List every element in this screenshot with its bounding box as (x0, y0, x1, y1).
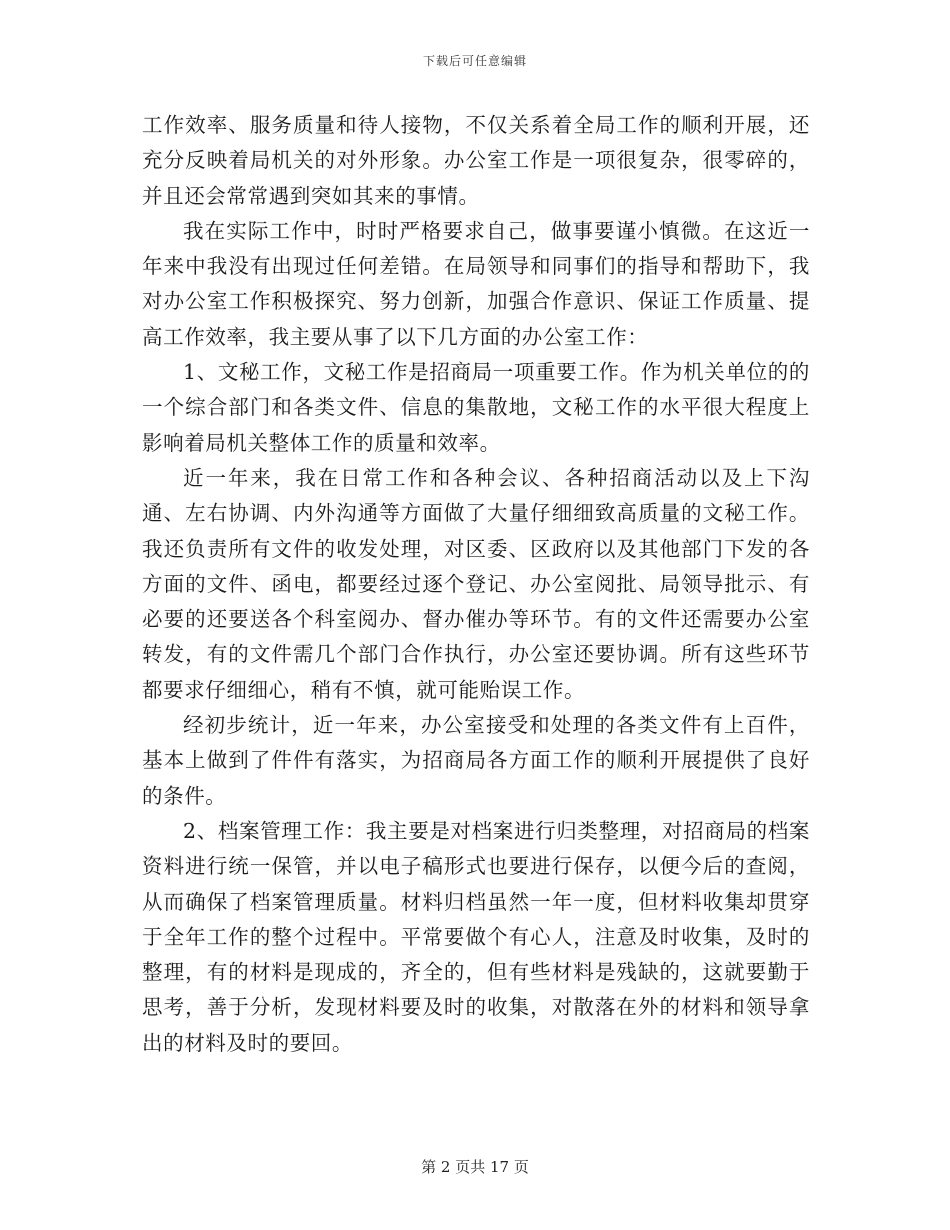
paragraph-4: 近一年来，我在日常工作和各种会议、各种招商活动以及上下沟通、左右协调、内外沟通等方面做了大量仔细细致高质量的文秘工作。我还负责所有文件的收发处理，对区委、区政府以及其他部门下发的各方面的文件、函电，都要经过逐个登记、办公室阅批、局领导批示、有必要的还要送各个科室阅办、督办催办等环节。有的文件还需要办公室转发，有的文件需几个部门合作执行，办公室还要协调。所有这些环节都要求仔细细心，稍有不慎，就可能贻误工作。 (142, 465, 810, 702)
page-number: 第 2 页共 17 页 (421, 1158, 529, 1176)
document-body (142, 108, 810, 1061)
page-header: 下载后可任意编辑 (422, 54, 527, 68)
paragraph-3: 1、文秘工作，文秘工作是招商局一项重要工作。作为机关单位的的一个综合部门和各类文件、信息的集散地，文秘工作的水平很大程度上影响着局机关整体工作的质量和效率。 (142, 360, 810, 455)
paragraph-2: 我在实际工作中，时时严格要求自己，做事要谨小慎微。在这近一年来中我没有出现过任何差错。在局领导和同事们的指导和帮助下，我对办公室工作积极探究、努力创新，加强合作意识、保证工作质量、提高工作效率，我主要从事了以下几方面的办公室工作： (142, 218, 810, 349)
paragraph-6: 2、档案管理工作：我主要是对档案进行归类整理，对招商局的档案资料进行统一保管，并以电子稿形式也要进行保存，以便今后的查阅，从而确保了档案管理质量。材料归档虽然一年一度，但材料收集却贯穿于全年工作的整个过程中。平常要做个有心人，注意及时收集，及时的整理，有的材料是现成的，齐全的，但有些材料是残缺的，这就要勤于思考，善于分析，发现材料要及时的收集，对散落在外的材料和领导拿出的材料及时的要回。 (142, 818, 810, 1055)
paragraph-5: 经初步统计，近一年来，办公室接受和处理的各类文件有上百件，基本上做到了件件有落实，为招商局各方面工作的顺利开展提供了良好的条件。 (142, 713, 810, 808)
paragraph-1: 工作效率、服务质量和待人接物，不仅关系着全局工作的顺利开展，还充分反映着局机关的对外形象。办公室工作是一项很复杂，很零碎的，并且还会常常遇到突如其来的事情。 (142, 113, 810, 208)
